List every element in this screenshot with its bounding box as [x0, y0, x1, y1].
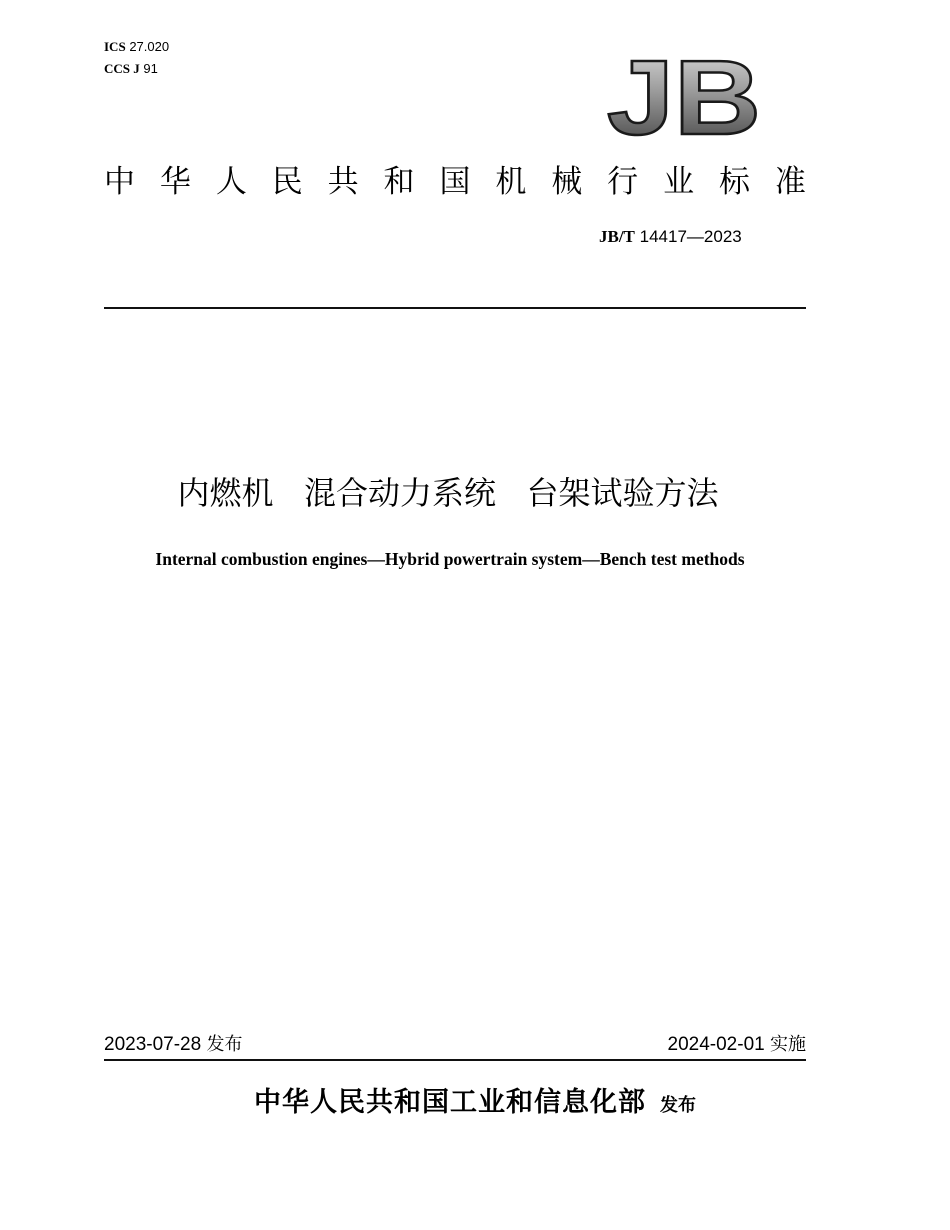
industry-title-char: 械	[551, 164, 583, 200]
industry-title-char: 业	[663, 164, 695, 200]
implement-label: 实施	[770, 1034, 806, 1055]
standard-number-prefix: JB/T	[599, 227, 635, 246]
document-title-en: Internal combustion engines—Hybrid powertrain system—Bench test methods	[155, 549, 745, 569]
industry-title-char: 华	[159, 164, 191, 200]
industry-title-char: 准	[774, 164, 806, 200]
publisher-name: 中华人民共和国工业和信息化部	[254, 1087, 646, 1118]
implement-date: 2024-02-01	[667, 1034, 765, 1055]
ccs-prefix: CCS J	[104, 61, 140, 76]
industry-title-char: 国	[439, 164, 471, 200]
standard-number	[599, 227, 742, 247]
implement-date-line	[668, 1033, 806, 1057]
industry-title-char: 人	[215, 164, 247, 200]
publish-label: 发布	[206, 1034, 243, 1055]
publisher-line	[0, 1083, 950, 1123]
industry-standard-title	[104, 160, 806, 204]
ics-prefix: ICS	[104, 39, 126, 54]
industry-title-char: 共	[327, 164, 359, 200]
header-divider	[104, 307, 806, 309]
industry-title-char: 机	[495, 164, 527, 200]
publisher-suffix: 发布	[660, 1095, 696, 1116]
document-title-cn: 内燃机 混合动力系统 台架试验方法	[177, 474, 719, 512]
ccs-value: 91	[143, 61, 158, 76]
ics-code	[104, 39, 169, 54]
jb-logo-text: JB	[607, 52, 761, 138]
ics-value: 27.020	[129, 39, 170, 54]
industry-title-char: 标	[718, 164, 750, 200]
industry-title-char: 和	[383, 164, 415, 200]
footer-divider	[104, 1059, 806, 1061]
standard-number-value: 14417—2023	[639, 227, 742, 246]
industry-title-char: 中	[104, 164, 135, 200]
industry-title-char: 行	[607, 164, 639, 200]
publish-date: 2023-07-28	[104, 1034, 202, 1055]
ccs-code	[104, 61, 158, 76]
jb-logo	[604, 52, 764, 138]
publish-date-line	[104, 1033, 242, 1057]
industry-title-char: 民	[271, 164, 303, 200]
